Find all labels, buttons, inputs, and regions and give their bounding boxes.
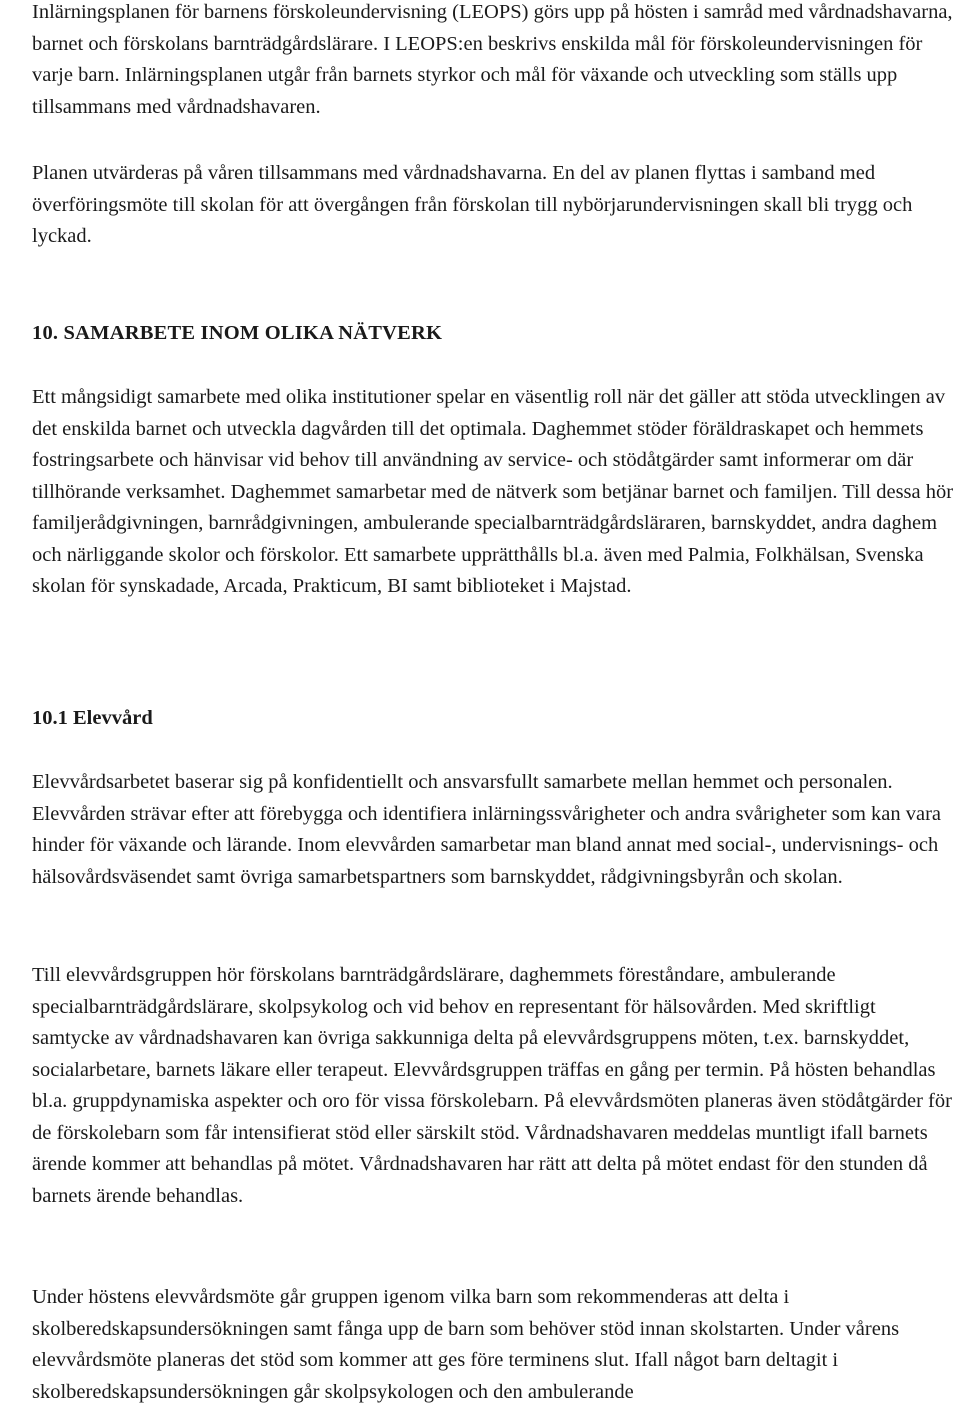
section-heading-10-1: 10.1 Elevvård (32, 707, 153, 729)
paragraph-plan-evaluation: Planen utvärderas på våren tillsammans med vårdnadshavarna. En del av planen flyttas i samband med överföringsmöte till skolan för att övergången från förskolan till nybörjarundervisningen skall bli trygg och lyckad. (32, 162, 913, 247)
paragraph-welfare-group: Till elevvårdsgruppen hör förskolans barnträdgårdslärare, daghemmets föreståndare, ambulerande specialbarnträdgårdslärare, skolpsykolog och vid behov en representant för hälsovården. Med skriftligt samtycke av vårdnadshavaren kan övriga sakkunniga delta på elevvårdsgruppens möten, t.ex. barnskyddet, socialarbetare, barnets läkare eller terapeut. Elevvårdsgruppen träffas en gång per termin. På hösten behandlas bl.a. gruppdynamiska aspekter och oro för vissa förskolebarn. På elevvårdsmöten planeras även stödåtgärder för de förskolebarn som får intensifierat stöd eller särskilt stöd. Vårdnadshavaren meddelas muntligt ifall barnets ärende kommer att behandlas på mötet. Vårdnadshavaren har rätt att delta på mötet endast för den stunden då barnets ärende behandlas. (32, 964, 952, 1207)
paragraph-student-welfare: Elevvårdsarbetet baserar sig på konfidentiellt och ansvarsfullt samarbete mellan hemmet och personalen. Elevvården strävar efter att förebygga och identifiera inlärningssvårigheter och andra svårigheter som kan vara hinder för växande och lärande. Inom elevvården samarbetar man bland annat med social-, undervisnings- och hälsovårdsväsendet samt övriga samarbetspartners som barnskyddet, rådgivningsbyrån och skolan. (32, 771, 942, 888)
paragraph-leops-plan: Inlärningsplanen för barnens förskoleundervisning (LEOPS) görs upp på hösten i samråd med vårdnadshavarna, barnet och förskolans barnträdgårdslärare. I LEOPS:en beskrivs enskilda mål för förskoleundervisningen för varje barn. Inlärningsplanen utgår från barnets styrkor och mål för växande och utveckling som ställs upp tillsammans med vårdnadshavaren. (32, 1, 953, 118)
paragraph-network-cooperation: Ett mångsidigt samarbete med olika institutioner spelar en väsentlig roll när det gäller att stöda utvecklingen av det enskilda barnet och utveckla dagvården till det optimala. Daghemmet stöder föräldraskapet och hemmets fostringsarbete och hänvisar vid behov till användning av service- och stödåtgärder samt informerar om där tillhörande verksamhet. Daghemmet samarbetar med de nätverk som betjänar barnet och familjen. Till dessa hör familjerådgivningen, barnrådgivningen, ambulerande specialbarnträdgårdsläraren, barnskyddet, andra daghem och närliggande skolor och förskolor. Ett samarbete upprätthålls bl.a. även med Palmia, Folkhälsan, Svenska skolan för synskadade, Arcada, Prakticum, BI samt biblioteket i Majstad. (32, 386, 954, 597)
section-heading-10: 10. SAMARBETE INOM OLIKA NÄTVERK (32, 322, 443, 344)
paragraph-welfare-meetings: Under höstens elevvårdsmöte går gruppen igenom vilka barn som rekommenderas att delta i skolberedskapsundersökningen samt fånga upp de barn som behöver stöd innan skolstarten. Under vårens elevvårdsmöte planeras det stöd som kommer att ges före terminens slut. Ifall något barn deltagit i skolberedskapsundersökningen går skolpsykologen och den ambulerande (32, 1286, 900, 1403)
